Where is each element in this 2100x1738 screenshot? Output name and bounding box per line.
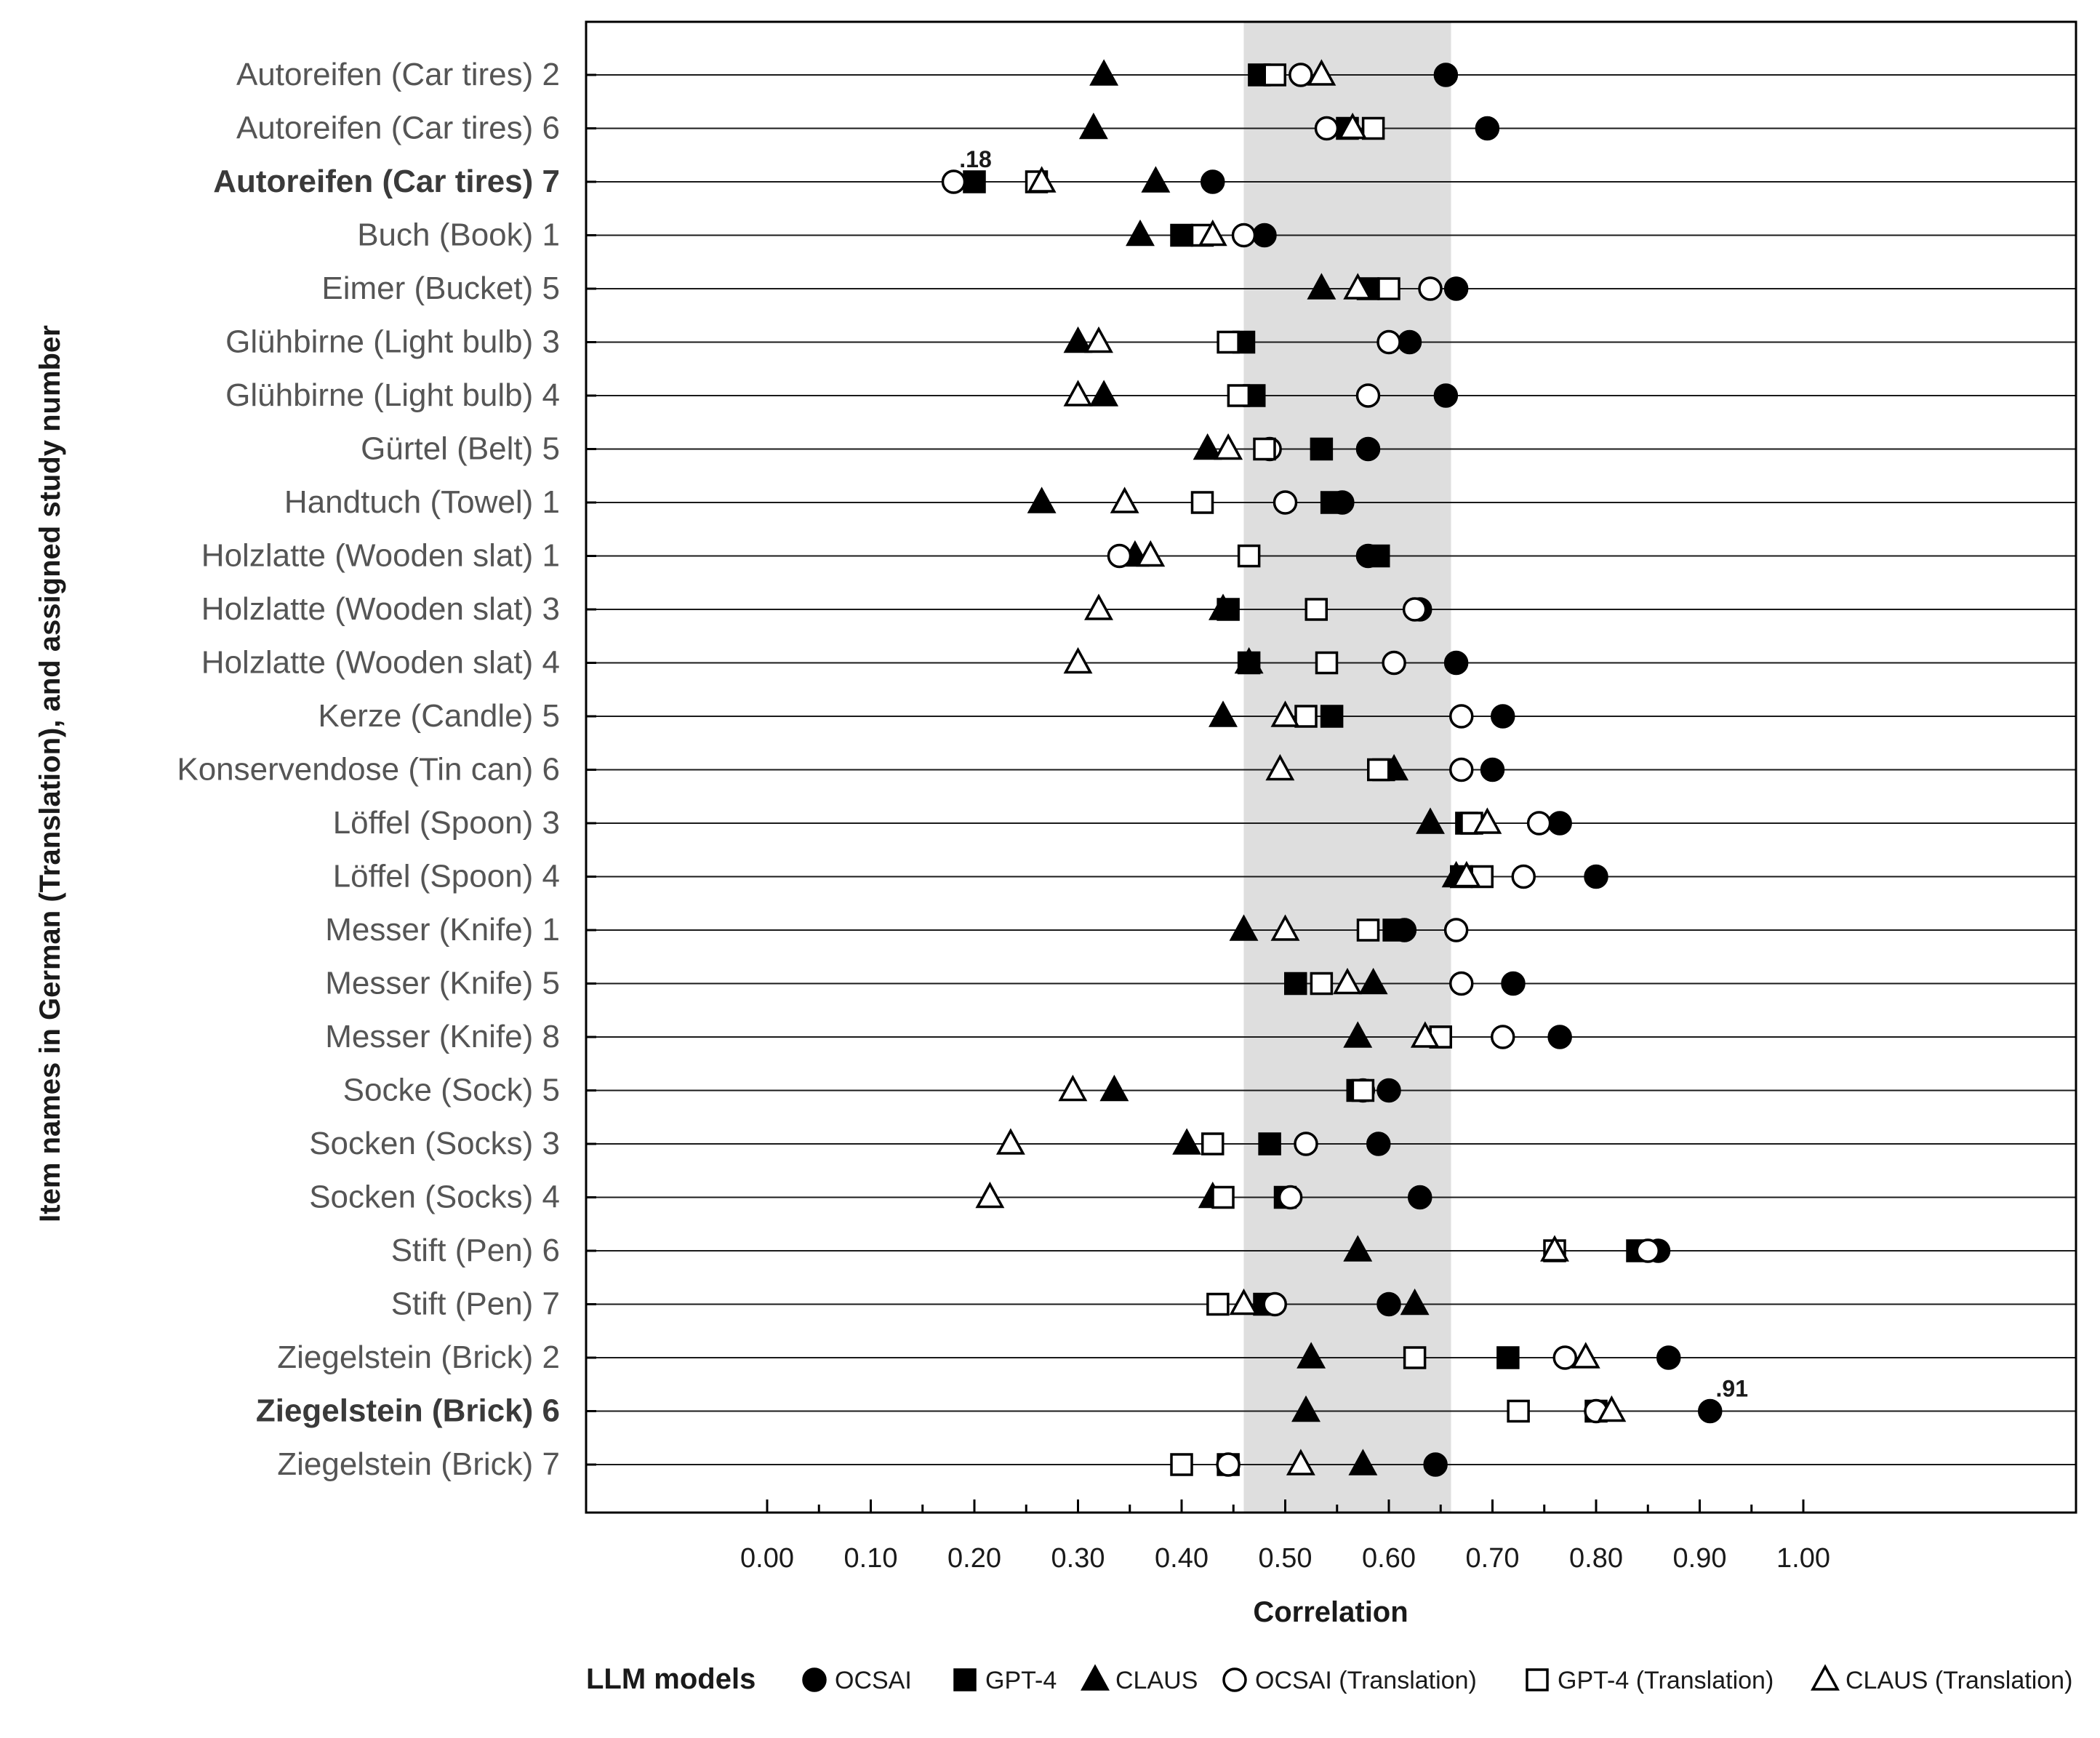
legend-label-ocsai: OCSAI <box>835 1667 912 1694</box>
x-tick-label: 0.70 <box>1465 1543 1520 1574</box>
x-tick-label: 0.50 <box>1258 1543 1312 1574</box>
gpt-4-translation-point <box>1254 439 1275 460</box>
gpt-4-translation-point <box>1405 1347 1425 1368</box>
legend-marker-ocsai <box>803 1669 825 1691</box>
legend-label-claus: CLAUS <box>1115 1667 1198 1694</box>
ocsai-translation-point <box>1109 545 1131 567</box>
ocsai-translation-point <box>1316 118 1338 140</box>
x-tick-label: 1.00 <box>1776 1543 1830 1574</box>
gpt-4-point <box>1171 225 1192 246</box>
x-tick-label: 0.80 <box>1569 1543 1623 1574</box>
category-label-ziegelstein-brick-6: Ziegelstein (Brick) 6 <box>255 1393 560 1429</box>
legend-label-gpt-4-translation: GPT-4 (Translation) <box>1558 1667 1774 1694</box>
category-label-messer-knife-5: Messer (Knife) 5 <box>325 965 560 1001</box>
ocsai-translation-point <box>1446 919 1467 941</box>
ocsai-translation-point <box>1383 652 1405 674</box>
ocsai-point <box>1424 1454 1446 1475</box>
gpt-4-point <box>1259 1134 1280 1154</box>
category-label-l-ffel-spoon-3: Löffel (Spoon) 3 <box>332 805 560 841</box>
category-label-stift-pen-7: Stift (Pen) 7 <box>390 1286 560 1322</box>
gpt-4-translation-point <box>1306 599 1326 620</box>
y-axis-title: Item names in German (Translation), and assigned study number <box>34 325 66 1222</box>
gpt-4-point <box>1322 706 1342 726</box>
category-label-ziegelstein-brick-2: Ziegelstein (Brick) 2 <box>277 1339 560 1375</box>
legend-label-gpt-4: GPT-4 <box>985 1667 1057 1694</box>
ocsai-point <box>1549 1026 1571 1048</box>
ocsai-translation-point <box>1358 385 1379 407</box>
gpt-4-translation-point <box>1508 1401 1528 1422</box>
gpt-4-translation-point <box>1239 546 1259 566</box>
ocsai-point <box>1378 1080 1400 1102</box>
ocsai-translation-point <box>1512 866 1534 888</box>
ocsai-translation-point <box>1275 492 1297 513</box>
gpt-4-translation-point <box>1296 706 1316 726</box>
ocsai-translation-point <box>1554 1347 1576 1369</box>
ocsai-point <box>1202 171 1224 193</box>
legend-marker-ocsai-translation <box>1224 1669 1246 1691</box>
category-label-gl-hbirne-light-bulb-3: Glühbirne (Light bulb) 3 <box>225 324 560 360</box>
ocsai-translation-point <box>1451 705 1472 727</box>
gpt-4-translation-point <box>1203 1134 1223 1154</box>
category-label-kerze-candle-5: Kerze (Candle) 5 <box>318 698 560 734</box>
gpt-4-translation-point <box>1379 279 1399 299</box>
category-label-socke-sock-5: Socke (Sock) 5 <box>342 1072 560 1108</box>
ocsai-point <box>1549 812 1571 834</box>
category-label-holzlatte-wooden-slat-3: Holzlatte (Wooden slat) 3 <box>201 591 560 627</box>
category-label-socken-socks-4: Socken (Socks) 4 <box>309 1179 560 1215</box>
ocsai-point <box>1368 1133 1390 1155</box>
ocsai-point <box>1482 759 1504 781</box>
ocsai-point <box>1435 64 1456 86</box>
ocsai-translation-point <box>1419 278 1441 300</box>
ocsai-point <box>1378 1294 1400 1315</box>
ocsai-translation-point <box>943 171 965 193</box>
ocsai-point <box>1502 973 1524 995</box>
ocsai-translation-point <box>1451 759 1472 781</box>
x-tick-label: 0.10 <box>843 1543 898 1574</box>
legend-marker-gpt-4 <box>955 1670 975 1690</box>
ocsai-translation-point <box>1280 1187 1302 1209</box>
category-label-buch-book-1: Buch (Book) 1 <box>357 217 560 253</box>
x-tick-label: 0.60 <box>1362 1543 1416 1574</box>
ocsai-translation-point <box>1378 332 1400 353</box>
category-label-socken-socks-3: Socken (Socks) 3 <box>309 1126 560 1161</box>
gpt-4-point <box>1286 974 1306 994</box>
gpt-4-translation-point <box>1358 920 1379 940</box>
ocsai-point <box>1446 652 1467 674</box>
category-label-l-ffel-spoon-4: Löffel (Spoon) 4 <box>332 858 560 894</box>
x-axis-title: Correlation <box>1253 1596 1408 1628</box>
category-label-autoreifen-car-tires-7: Autoreifen (Car tires) 7 <box>213 164 560 199</box>
ocsai-point <box>1585 866 1607 888</box>
category-label-ziegelstein-brick-7: Ziegelstein (Brick) 7 <box>277 1446 560 1482</box>
gpt-4-point <box>1384 920 1404 940</box>
ocsai-point <box>1446 278 1467 300</box>
gpt-4-translation-point <box>1208 1294 1228 1315</box>
category-label-holzlatte-wooden-slat-1: Holzlatte (Wooden slat) 1 <box>201 537 560 574</box>
category-label-gl-hbirne-light-bulb-4: Glühbirne (Light bulb) 4 <box>225 377 560 413</box>
gpt-4-translation-point <box>1213 1188 1233 1208</box>
legend-label-claus-translation: CLAUS (Translation) <box>1845 1667 2073 1694</box>
ocsai-point <box>1492 705 1514 727</box>
category-label-handtuch-towel-1: Handtuch (Towel) 1 <box>284 484 560 520</box>
gpt-4-translation-point <box>1228 385 1249 406</box>
ocsai-translation-point <box>1404 598 1426 620</box>
gpt-4-translation-point <box>1311 974 1331 994</box>
ocsai-translation-point <box>1528 812 1550 834</box>
gpt-4-translation-point <box>1317 653 1337 673</box>
x-tick-label: 0.00 <box>740 1543 794 1574</box>
ocsai-point <box>1409 1187 1431 1209</box>
gpt-4-translation-point <box>1171 1454 1192 1475</box>
ocsai-translation-point <box>1637 1240 1659 1262</box>
gpt-4-translation-point <box>1265 65 1285 85</box>
ocsai-translation-point <box>1451 973 1472 995</box>
category-label-konservendose-tin-can-6: Konservendose (Tin can) 6 <box>177 751 560 788</box>
gpt-4-point <box>1368 546 1389 566</box>
category-label-g-rtel-belt-5: Gürtel (Belt) 5 <box>361 431 560 467</box>
data-label: .91 <box>1715 1375 1748 1402</box>
category-label-autoreifen-car-tires-2: Autoreifen (Car tires) 2 <box>236 57 560 92</box>
x-tick-label: 0.40 <box>1155 1543 1209 1574</box>
category-label-messer-knife-1: Messer (Knife) 1 <box>325 912 560 948</box>
x-tick-label: 0.90 <box>1672 1543 1727 1574</box>
ocsai-point <box>1699 1401 1721 1422</box>
ocsai-point <box>1476 118 1498 140</box>
gpt-4-point <box>1322 492 1342 513</box>
gpt-4-point <box>1311 439 1331 460</box>
ocsai-translation-point <box>1295 1133 1317 1155</box>
gpt-4-point <box>1498 1347 1518 1368</box>
x-tick-label: 0.20 <box>947 1543 1001 1574</box>
data-label: .18 <box>959 146 992 172</box>
gpt-4-translation-point <box>1363 119 1384 139</box>
gpt-4-translation-point <box>1368 760 1389 780</box>
legend-title: LLM models <box>586 1663 756 1695</box>
ocsai-point <box>1658 1347 1680 1369</box>
ocsai-translation-point <box>1264 1294 1286 1315</box>
ocsai-translation-point <box>1217 1454 1239 1475</box>
ocsai-translation-point <box>1233 225 1255 247</box>
category-label-eimer-bucket-5: Eimer (Bucket) 5 <box>321 271 560 306</box>
x-tick-label: 0.30 <box>1051 1543 1105 1574</box>
ocsai-point <box>1254 225 1275 247</box>
gpt-4-point <box>964 172 985 192</box>
category-label-holzlatte-wooden-slat-4: Holzlatte (Wooden slat) 4 <box>201 644 560 681</box>
legend-marker-gpt-4-translation <box>1527 1670 1547 1690</box>
gpt-4-translation-point <box>1193 492 1213 513</box>
ocsai-point <box>1358 438 1379 460</box>
ocsai-point <box>1435 385 1456 407</box>
legend-label-ocsai-translation: OCSAI (Translation) <box>1255 1667 1477 1694</box>
ocsai-translation-point <box>1492 1026 1514 1048</box>
category-label-stift-pen-6: Stift (Pen) 6 <box>390 1233 560 1268</box>
ocsai-point <box>1399 332 1421 353</box>
gpt-4-translation-point <box>1218 332 1238 353</box>
ocsai-translation-point <box>1290 64 1312 86</box>
category-label-messer-knife-8: Messer (Knife) 8 <box>325 1019 560 1054</box>
gpt-4-translation-point <box>1352 1081 1373 1101</box>
category-label-autoreifen-car-tires-6: Autoreifen (Car tires) 6 <box>236 110 560 146</box>
